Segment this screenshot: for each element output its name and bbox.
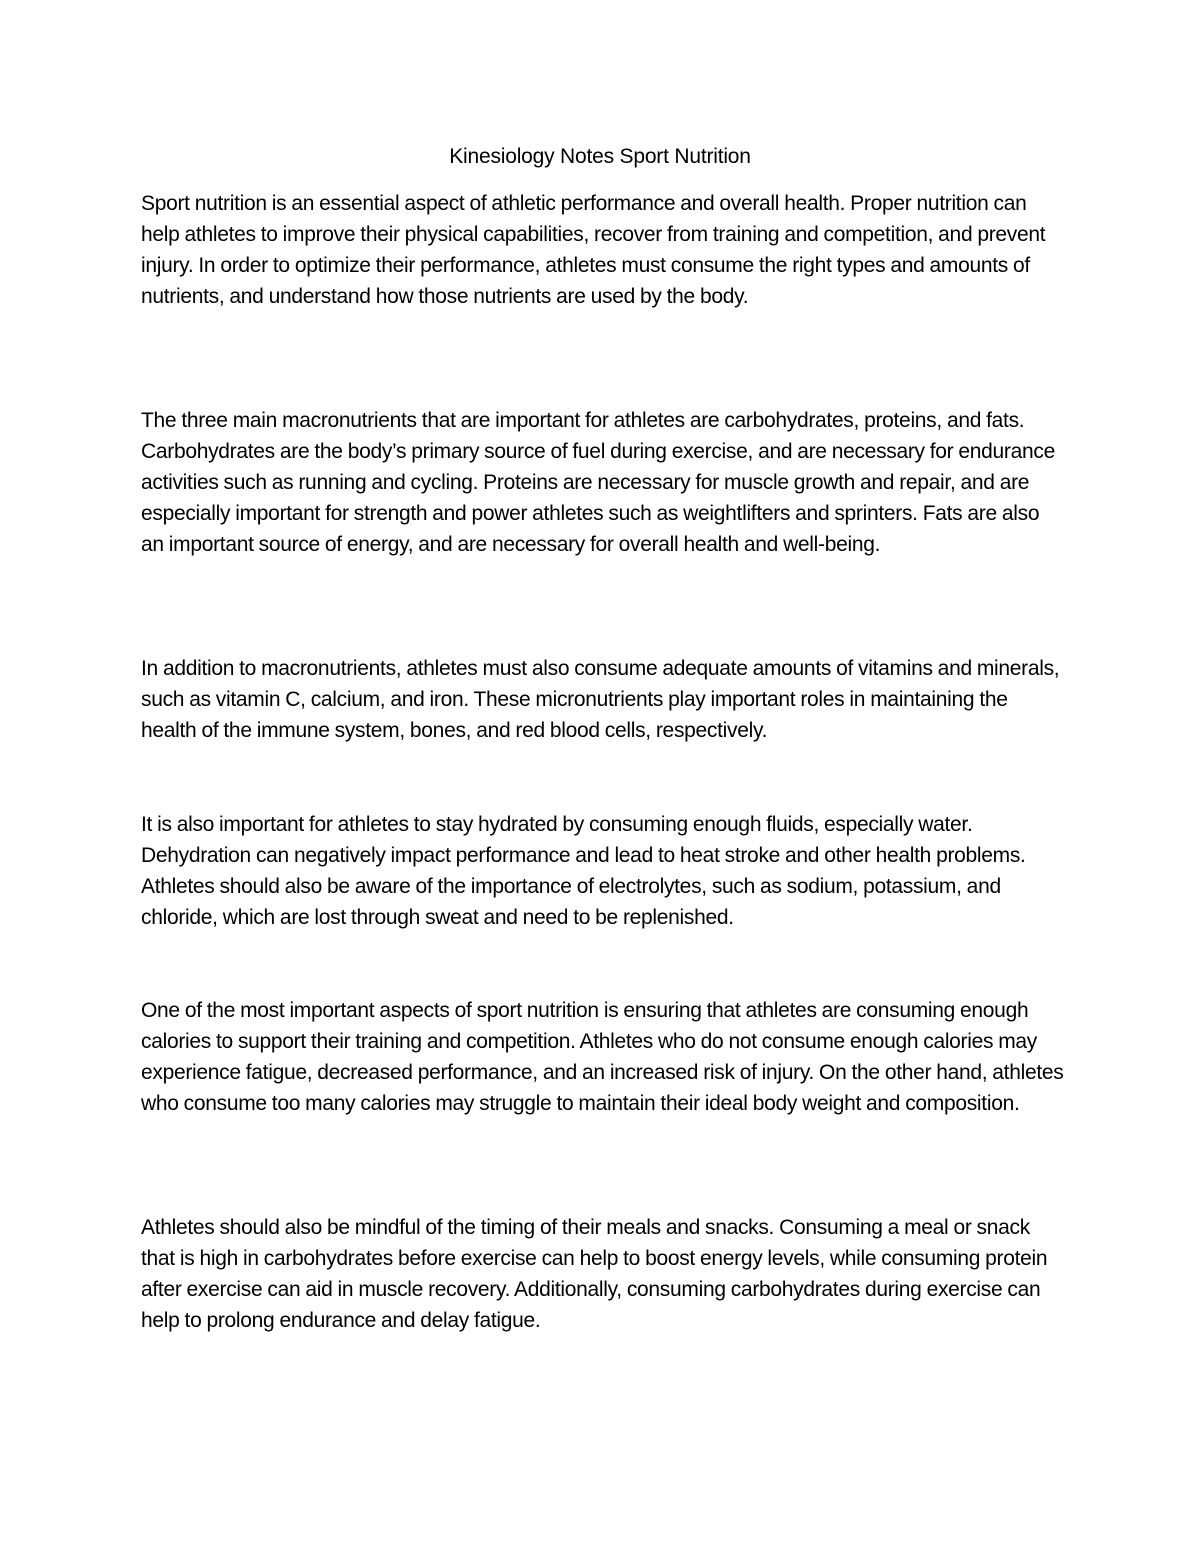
paragraph-macronutrients: The three main macronutrients that are important for athletes are carbohydrates, proteins, and fats. Carbohydrates are the body’s primary source of fuel during exercise, and are necessary for endurance activities such as running and cycling. Proteins are necessary for muscle growth and repair, and are especially important for strength and power athletes such as weightlifters and sprinters. Fats are also an important source of energy, and are necessary for overall health and well-being.: [141, 409, 1055, 556]
paragraph-hydration: It is also important for athletes to stay hydrated by consuming enough fluids, especially water. Dehydration can negatively impact performance and lead to heat stroke and other health problems. Athletes should also be aware of the importance of electrolytes, such as sodium, potassium, and chloride, which are lost through sweat and need to be replenished.: [141, 813, 1026, 929]
paragraph-calories: One of the most important aspects of sport nutrition is ensuring that athletes are consuming enough calories to support their training and competition. Athletes who do not consume enough calories may experience fatigue, decreased performance, and an increased risk of injury. On the other hand, athletes who consume too many calories may struggle to maintain their ideal body weight and composition.: [141, 999, 1064, 1115]
document-title: Kinesiology Notes Sport Nutrition: [449, 145, 751, 168]
paragraph-micronutrients: In addition to macronutrients, athletes must also consume adequate amounts of vitamins and minerals, such as vitamin C, calcium, and iron. These micronutrients play important roles in maintaining the health of the immune system, bones, and red blood cells, respectively.: [141, 657, 1060, 742]
paragraph-meal-timing: Athletes should also be mindful of the timing of their meals and snacks. Consuming a meal or snack that is high in carbohydrates before exercise can help to boost energy levels, while consuming protein after exercise can aid in muscle recovery. Additionally, consuming carbohydrates during exercise can help to prolong endurance and delay fatigue.: [141, 1216, 1048, 1332]
paragraph-intro: Sport nutrition is an essential aspect of athletic performance and overall health. Proper nutrition can help athletes to improve their physical capabilities, recover from training and competition, and prevent injury. In order to optimize their performance, athletes must consume the right types and amounts of nutrients, and understand how those nutrients are used by the body.: [141, 192, 1046, 308]
